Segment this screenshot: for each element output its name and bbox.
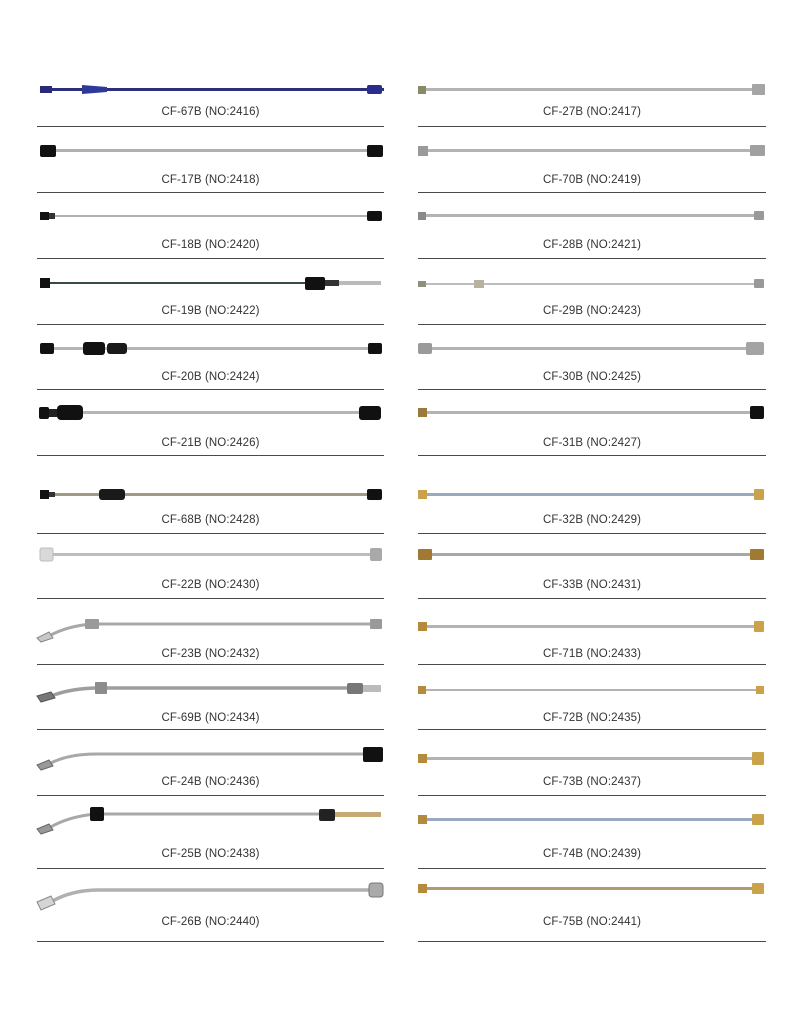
row-divider (37, 729, 384, 730)
row-divider (37, 795, 384, 796)
spray-lance-double-black-coupling-icon (37, 340, 384, 360)
product-item-cf-19b (37, 274, 384, 317)
blue-spray-lance-icon (37, 82, 384, 102)
product-item-cf-22b (37, 546, 384, 591)
straight-lance-blue-steel-brass-icon (418, 811, 766, 831)
product-label: CF-30B (NO:2425) (542, 371, 642, 383)
product-label: CF-22B (NO:2430) (161, 579, 260, 591)
product-item-cf-20b (37, 340, 384, 383)
row-divider (37, 324, 384, 325)
product-item-cf-75b (418, 880, 766, 928)
product-item-cf-68b (37, 486, 384, 526)
product-label: CF-75B (NO:2441) (542, 916, 642, 928)
product-item-cf-73b (418, 750, 766, 790)
row-divider (418, 324, 766, 325)
product-label: CF-71B (NO:2433) (542, 648, 642, 660)
row-divider (418, 389, 766, 390)
product-item-cf-74b (418, 811, 766, 860)
row-divider (37, 941, 384, 942)
product-item-cf-25b (37, 806, 384, 860)
row-divider (37, 868, 384, 869)
straight-lance-silver-nut-icon (418, 82, 766, 102)
product-item-cf-17b (37, 142, 384, 186)
product-label: CF-25B (NO:2438) (161, 848, 260, 860)
product-label: CF-24B (NO:2436) (161, 776, 260, 788)
product-label: CF-23B (NO:2432) (161, 648, 260, 660)
straight-lance-threaded-ends-icon (418, 340, 766, 360)
straight-lance-bronze-brass-icon (418, 880, 766, 900)
product-label: CF-26B (NO:2440) (161, 916, 260, 928)
row-divider (37, 258, 384, 259)
product-label: CF-73B (NO:2437) (542, 776, 642, 788)
straight-lance-brass-hex-ends-icon (418, 750, 766, 770)
product-label: CF-67B (NO:2416) (161, 106, 260, 118)
product-item-cf-24b (37, 744, 384, 788)
row-divider (37, 533, 384, 534)
curved-spray-lance-heavy-icon (37, 680, 384, 710)
product-item-cf-21b (37, 404, 384, 449)
product-item-cf-30b (418, 340, 766, 383)
spray-lance-dark-with-handle-icon (37, 274, 384, 294)
spray-lance-bronze-with-black-fittings-icon (37, 486, 384, 506)
row-divider (418, 533, 766, 534)
product-label: CF-29B (NO:2423) (542, 305, 642, 317)
product-item-cf-29b (418, 274, 766, 317)
product-item-cf-23b (37, 614, 384, 660)
row-divider (418, 598, 766, 599)
product-item-cf-27b (418, 82, 766, 122)
product-label: CF-20B (NO:2424) (161, 371, 260, 383)
row-divider (37, 455, 384, 456)
product-label: CF-72B (NO:2435) (542, 712, 642, 724)
spray-lance-silver-ends-icon (37, 546, 384, 566)
row-divider (37, 126, 384, 127)
product-item-cf-28b (418, 208, 766, 251)
row-divider (37, 598, 384, 599)
row-divider (37, 389, 384, 390)
straight-lance-silver-fittings-icon (418, 142, 766, 162)
straight-lance-small-fittings-icon (418, 208, 766, 228)
curved-chrome-spray-lance-icon (37, 880, 384, 910)
row-divider (418, 941, 766, 942)
product-label: CF-27B (NO:2417) (542, 106, 642, 118)
row-divider (418, 795, 766, 796)
row-divider (418, 258, 766, 259)
product-item-cf-18b (37, 208, 384, 251)
row-divider (37, 664, 384, 665)
product-item-cf-72b (418, 682, 766, 722)
product-label: CF-17B (NO:2418) (161, 174, 260, 186)
product-item-cf-71b (418, 618, 766, 658)
product-label: CF-18B (NO:2420) (161, 239, 260, 251)
product-label: CF-31B (NO:2427) (542, 437, 642, 449)
curved-spray-lance-black-grip-icon (37, 744, 384, 774)
product-item-cf-33b (418, 546, 766, 591)
product-label: CF-74B (NO:2439) (542, 848, 642, 860)
spray-lance-black-caps-icon (37, 142, 384, 162)
straight-lance-brass-ends-icon (418, 618, 766, 638)
product-item-cf-32b (418, 486, 766, 526)
row-divider (418, 729, 766, 730)
spray-lance-heavy-black-coupling-icon (37, 404, 384, 424)
product-label: CF-19B (NO:2422) (161, 305, 260, 317)
product-label: CF-68B (NO:2428) (161, 514, 260, 526)
row-divider (418, 868, 766, 869)
product-label: CF-21B (NO:2426) (161, 437, 260, 449)
product-label: CF-33B (NO:2431) (542, 579, 642, 591)
product-label: CF-28B (NO:2421) (542, 239, 642, 251)
product-item-cf-31b (418, 404, 766, 449)
straight-lance-brass-threaded-ends-icon (418, 546, 766, 566)
curved-spray-lance-black-fittings-icon (37, 806, 384, 836)
row-divider (418, 126, 766, 127)
product-label: CF-32B (NO:2429) (542, 514, 642, 526)
product-item-cf-26b (37, 880, 384, 928)
product-item-cf-69b (37, 680, 384, 724)
product-item-cf-70b (418, 142, 766, 186)
straight-lance-mid-coupling-icon (418, 274, 766, 294)
straight-lance-thin-brass-ends-icon (418, 682, 766, 702)
spray-lance-small-black-fittings-icon (37, 208, 384, 228)
product-label: CF-70B (NO:2419) (542, 174, 642, 186)
curved-spray-lance-icon (37, 614, 384, 644)
product-item-cf-67b (37, 82, 384, 122)
straight-lance-blue-brass-ends-icon (418, 486, 766, 506)
row-divider (418, 455, 766, 456)
product-label: CF-69B (NO:2434) (161, 712, 260, 724)
row-divider (418, 664, 766, 665)
straight-lance-brass-black-end-icon (418, 404, 766, 424)
row-divider (37, 192, 384, 193)
row-divider (418, 192, 766, 193)
